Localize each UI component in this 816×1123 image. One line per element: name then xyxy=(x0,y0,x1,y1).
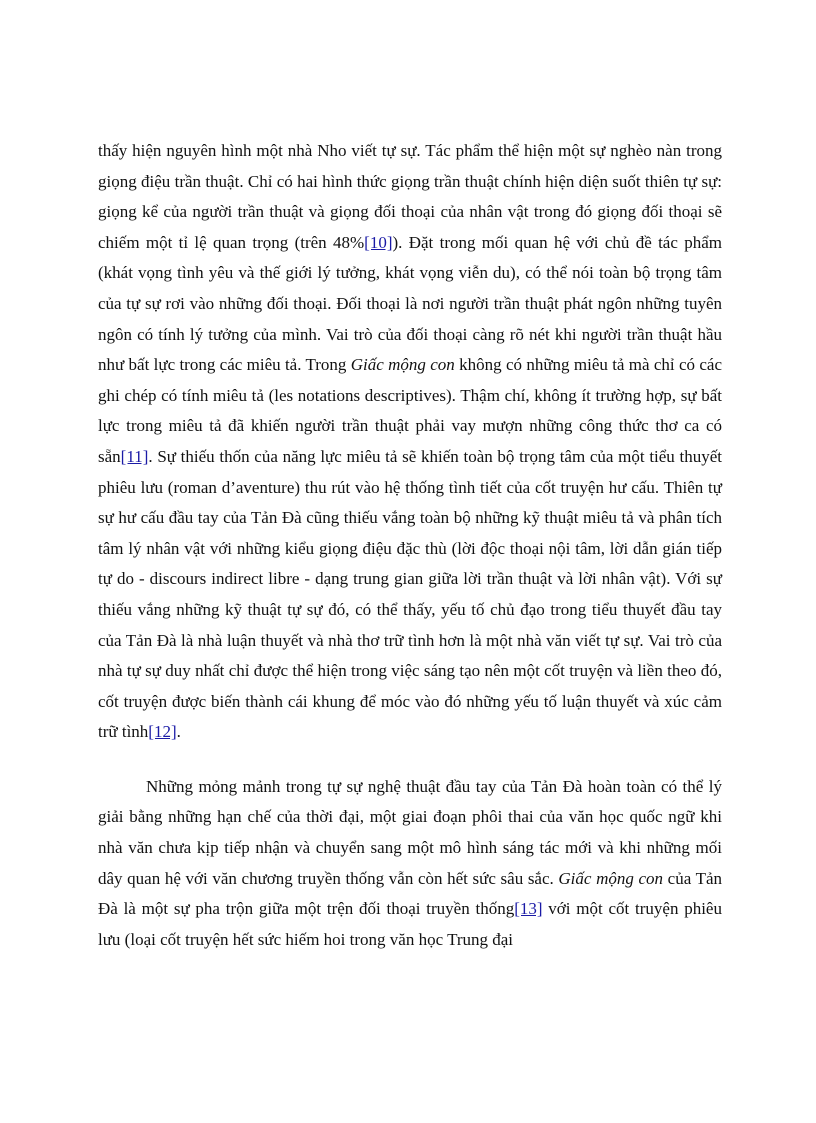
footnote-link-10[interactable]: [10] xyxy=(364,232,393,252)
paragraph-text: với một cốt truyện phiêu lưu (loại cốt truyện hết sức hiếm hoi trong văn học Trung đại xyxy=(98,899,722,949)
paragraph-text: thấy hiện nguyên hình một nhà Nho viết tự sự. Tác phẩm thể hiện một sự nghèo nàn trong giọng điệu trần thuật. Chỉ có hai hình thức giọng trần thuật chính hiện diện suốt thiên tự sự: giọng kể của người trần thuật và giọng đối thoại của nhân vật trong đó giọng đối thoại sẽ chiếm một tỉ lệ quan trọng (trên 48% xyxy=(98,141,722,252)
paragraph-text: . xyxy=(176,722,181,742)
footnote-link-11[interactable]: [11] xyxy=(120,446,149,466)
footnote-link-12[interactable]: [12] xyxy=(148,722,177,742)
paragraph-1 xyxy=(98,136,722,748)
paragraph-text: Những mỏng mảnh trong tự sự nghệ thuật đầu tay của Tản Đà hoàn toàn có thể lý giải bằng những hạn chế của thời đại, một giai đoạn phôi thai của văn học quốc ngữ khi nhà văn chưa kịp tiếp nhận và chuyển sang một mô hình sáng tác mới và khi những mối dây quan hệ với văn chương truyền thống vẫn còn hết sức sâu sắc. xyxy=(98,776,722,888)
paragraph-text: ). Đặt trong mối quan hệ với chủ đề tác phẩm (khát vọng tình yêu và thế giới lý tưởng, khát vọng viễn du), có thể nói toàn bộ trọng tâm của tự sự rơi vào những đối thoại. Đối thoại là nơi người trần thuật phát ngôn những tuyên ngôn có tính lý tưởng của mình. Vai trò của đối thoại càng rõ nét khi người trần thuật hầu như bất lực trong các miêu tả. Trong xyxy=(98,232,722,375)
paragraph-2 xyxy=(98,772,722,956)
paragraph-text: của Tản Đà là một sự pha trộn giữa một trện đối thoại truyền thống xyxy=(98,868,722,919)
paragraph-text: . Sự thiếu thốn của năng lực miêu tả sẽ khiến toàn bộ trọng tâm của một tiểu thuyết phiêu lưu (roman d’aventure) thu rút vào hệ thống tình tiết của cốt truyện hư cấu. Thiên tự sự hư cấu đầu tay của Tản Đà cũng thiếu vắng toàn bộ những kỹ thuật miêu tả và phân tích tâm lý nhân vật với những kiểu giọng điệu đặc thù (lời độc thoại nội tâm, lời dẫn gián tiếp tự do - discours indirect libre - dạng trung gian giữa lời trần thuật và lời nhân vật). Với sự thiếu vắng những kỹ thuật tự sự đó, có thể thấy, yếu tố chủ đạo trong tiểu thuyết đầu tay của Tản Đà là nhà luận thuyết và nhà thơ trữ tình hơn là một nhà văn viết tự sự. Vai trò của nhà tự sự duy nhất chỉ được thể hiện trong việc sáng tạo nên một cốt truyện và liền theo đó, cốt truyện được biến thành cái khung để móc vào đó những yếu tố luận thuyết và xúc cảm trữ tình xyxy=(98,446,722,742)
book-title: Giấc mộng con xyxy=(558,868,664,888)
book-title: Giấc mộng con xyxy=(350,355,455,375)
document-page xyxy=(98,136,722,955)
footnote-link-13[interactable]: [13] xyxy=(514,899,543,919)
paragraph-text: không có những miêu tả mà chỉ có các ghi chép có tính miêu tả (les notations descriptives). Thậm chí, không ít trường hợp, sự bất lực trong miêu tả đã khiến người trần thuật phải vay mượn những công thức thơ ca có sẵn xyxy=(98,355,722,466)
